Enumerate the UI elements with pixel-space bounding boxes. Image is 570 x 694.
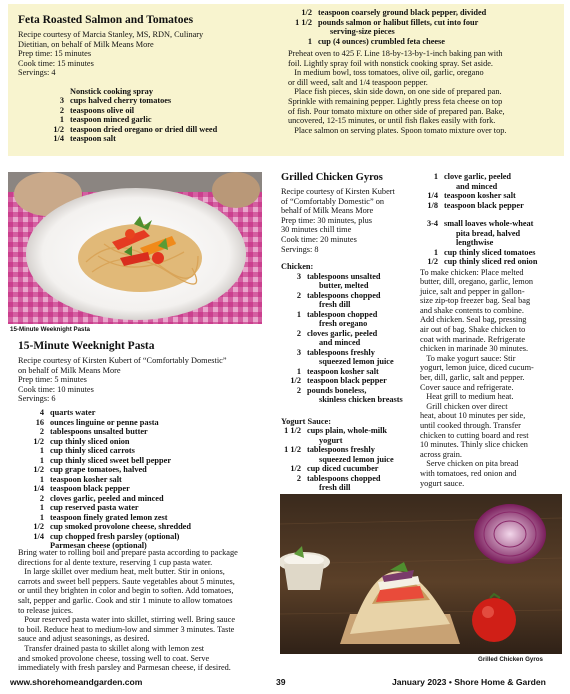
gyros-title: Grilled Chicken Gyros — [281, 172, 383, 183]
ingredient-text: yogurt — [319, 435, 343, 445]
ingredient-text: teaspoon black pepper — [444, 200, 524, 210]
ingredient-row — [420, 219, 564, 229]
ingredient-row — [281, 376, 421, 386]
ingredient-quantity — [18, 87, 70, 97]
direction-line: Heat grill to medium heat. — [420, 392, 514, 402]
ingredient-row — [20, 503, 270, 513]
ingredient-text: lengthwise — [456, 238, 494, 247]
direction-line: and smoked provolone cheese, tossing well to coat. Serve — [18, 653, 210, 663]
ingredient-row — [281, 426, 421, 436]
ingredient-text: teaspoon kosher salt — [307, 366, 379, 376]
gyros-photo-image — [280, 494, 562, 654]
ingredient-row — [20, 532, 270, 542]
ingredient-quantity: 1/2 — [53, 124, 64, 134]
gyros-directions — [420, 268, 564, 489]
ingredient-text: small loaves whole-wheat — [444, 219, 534, 228]
ingredient-row — [281, 300, 421, 310]
salmon-left-column — [18, 14, 278, 144]
salmon-right-column — [288, 8, 556, 135]
ingredient-text: squeezed lemon juice — [319, 454, 394, 464]
direction-line: heat, about 10 minutes per side, — [420, 411, 526, 421]
direction-line: In medium bowl, toss tomatoes, olive oil, garlic, oregano — [288, 68, 484, 78]
gyros-sauce-ingredients-continued — [420, 172, 564, 210]
footer-page-number: 39 — [276, 677, 286, 687]
ingredient-row — [18, 87, 248, 97]
ingredient-text: tablespoons unsalted butter — [50, 427, 148, 436]
ingredient-row — [420, 182, 564, 192]
ingredient-text: cups halved cherry tomatoes — [70, 96, 172, 106]
ingredient-text: cup smoked provolone cheese, shredded — [50, 522, 191, 531]
ingredient-quantity — [281, 338, 307, 348]
direction-line: salt, pepper and garlic. Cook and stir 1 minute to allow tomatoes — [18, 595, 233, 605]
ingredient-row — [420, 201, 564, 211]
ingredient-text: quarts water — [50, 408, 96, 417]
salmon-intro — [18, 30, 278, 78]
intro-line: 30 minutes chill time — [281, 225, 352, 235]
ingredient-row — [20, 418, 270, 428]
ingredient-text: serving-size pieces — [330, 27, 395, 36]
footer-issue: January 2023 • Shore Home & Garden — [392, 677, 546, 687]
ingredient-text: cup reserved pasta water — [50, 503, 139, 512]
ingredient-quantity: 1 — [433, 172, 438, 181]
ingredient-quantity — [281, 300, 307, 310]
ingredient-text: teaspoon black pepper — [307, 376, 387, 386]
ingredient-quantity: 1/4 — [33, 484, 44, 493]
ingredient-text: teaspoon minced garlic — [70, 115, 152, 125]
ingredient-quantity: 2 — [39, 427, 44, 436]
ingredient-quantity: 1 1/2 — [295, 17, 312, 27]
ingredient-row — [281, 386, 421, 396]
ingredient-text: tablespoons unsalted — [307, 271, 381, 281]
ingredient-quantity: 2 — [39, 493, 44, 503]
ingredient-row — [420, 257, 564, 267]
ingredient-text: cup thinly sliced red onion — [444, 257, 538, 266]
direction-line: or until they brighten in color and begin to soften. Add tomatoes, — [18, 586, 234, 596]
direction-line: immediately with fresh parsley and Parmesan cheese, if desired. — [18, 663, 231, 673]
direction-line: Sprinkle with remaining pepper. Lightly press feta cheese on top — [288, 96, 503, 106]
pasta-photo — [8, 172, 262, 324]
ingredient-quantity — [420, 182, 444, 192]
ingredient-text: pita bread, halved — [456, 228, 521, 238]
ingredient-row — [20, 465, 270, 475]
ingredient-row — [20, 408, 270, 418]
ingredient-quantity — [281, 319, 307, 329]
ingredient-row — [20, 456, 270, 466]
gyros-left-column — [281, 172, 421, 493]
direction-line: juice, salt and pepper in gallon- — [420, 286, 525, 296]
pasta-intro — [18, 356, 268, 404]
ingredient-text: fresh dill — [319, 483, 351, 493]
salmon-ingredients — [18, 87, 248, 144]
direction-line: Serve chicken on pita bread — [420, 459, 519, 469]
ingredient-quantity: 1 1/2 — [284, 445, 301, 455]
ingredient-quantity — [420, 229, 444, 239]
ingredient-row — [281, 338, 421, 348]
ingredient-quantity: 1/2 — [427, 257, 438, 266]
ingredient-quantity: 3 — [296, 347, 301, 357]
ingredient-quantity: 1 — [39, 446, 44, 455]
ingredient-row — [288, 18, 556, 28]
ingredient-text: fresh oregano — [319, 319, 368, 329]
ingredient-quantity: 2 — [296, 385, 301, 395]
ingredient-quantity: 1 — [39, 512, 44, 522]
ingredient-text: cup diced cucumber — [307, 464, 379, 474]
ingredient-row — [281, 455, 421, 465]
ingredient-quantity: 1/2 — [301, 8, 312, 17]
ingredient-quantity: 3-4 — [426, 219, 438, 228]
ingredient-text: cup thinly sliced onion — [50, 436, 130, 446]
ingredient-row — [420, 191, 564, 201]
pasta-recipe — [18, 340, 268, 404]
ingredient-text: clove garlic, peeled — [444, 172, 512, 181]
ingredient-quantity: 2 — [59, 105, 64, 115]
ingredient-quantity — [281, 281, 307, 291]
footer-website[interactable]: www.shorehomeandgarden.com — [10, 677, 143, 687]
ingredient-quantity: 1 — [433, 247, 438, 257]
ingredient-quantity: 1/2 — [33, 465, 44, 474]
ingredient-row — [281, 310, 421, 320]
ingredient-text: teaspoon salt — [70, 134, 116, 144]
ingredient-quantity: 3 — [296, 271, 301, 281]
ingredient-row — [18, 106, 248, 116]
direction-line: Add chicken. Seal bag, pressing — [420, 315, 527, 325]
ingredient-text: cup thinly sliced carrots — [50, 446, 135, 455]
ingredient-row — [20, 484, 270, 494]
ingredient-row — [281, 464, 421, 474]
intro-line: Recipe courtesy of Kirsten Kubert — [281, 187, 395, 196]
ingredient-text: skinless chicken breasts — [319, 395, 403, 405]
ingredient-row — [18, 125, 248, 135]
ingredient-quantity: 1/2 — [290, 376, 301, 386]
ingredient-quantity: 1/2 — [290, 464, 301, 474]
ingredient-text: cup thinly sliced sweet bell pepper — [50, 455, 171, 465]
ingredient-row — [20, 522, 270, 532]
gyros-sauce-ingredients — [281, 426, 421, 493]
pasta-directions — [18, 548, 280, 673]
pasta-title: 15-Minute Weeknight Pasta — [18, 340, 155, 352]
intro-line: Cook time: 15 minutes — [18, 58, 94, 68]
ingredient-text: teaspoon kosher salt — [50, 474, 122, 484]
intro-line: behalf of Milk Means More — [281, 206, 374, 216]
pasta-photo-image — [8, 172, 262, 324]
ingredient-quantity — [281, 436, 307, 446]
ingredient-row — [281, 445, 421, 455]
ingredient-text: ounces linguine or penne pasta — [50, 417, 159, 427]
ingredient-quantity — [288, 27, 318, 37]
ingredient-quantity: 1 — [39, 503, 44, 512]
direction-line: Grill chicken over direct — [420, 401, 508, 411]
direction-line: size zip-top freezer bag. Seal bag — [420, 296, 531, 306]
ingredient-row — [281, 329, 421, 339]
direction-line: to release juices. — [18, 605, 74, 615]
direction-line: Place fish pieces, skin side down, on one side of prepared pan. — [288, 87, 502, 97]
direction-line: Pour reserved pasta water into skillet, stirring well. Bring sauce — [18, 615, 236, 625]
ingredient-quantity — [420, 238, 444, 248]
intro-line: Servings: 4 — [18, 68, 56, 78]
ingredient-text: teaspoon black pepper — [50, 484, 130, 493]
ingredient-text: tablespoons chopped — [307, 473, 381, 483]
ingredient-text: cup chopped fresh parsley (optional) — [50, 531, 180, 541]
ingredient-text: tablespoons chopped — [307, 290, 381, 300]
ingredient-quantity: 1 — [39, 455, 44, 465]
direction-line: chicken to cutting board and rest — [420, 430, 529, 440]
gyros-chicken-label: Chicken: — [281, 262, 314, 272]
gyros-sauce-label: Yogurt Sauce: — [281, 416, 332, 426]
intro-line: Cook time: 10 minutes — [18, 384, 94, 394]
ingredient-text: tablespoons freshly — [307, 445, 375, 455]
salmon-title: Feta Roasted Salmon and Tomatoes — [18, 14, 194, 26]
ingredient-text: pounds boneless, — [307, 385, 367, 395]
ingredient-text: tablespoons freshly — [307, 347, 375, 357]
direction-line: sauce and adjust seasonings, as desired. — [18, 634, 150, 644]
ingredient-row — [281, 367, 421, 377]
ingredient-text: squeezed lemon juice — [319, 357, 394, 367]
direction-line: To make chicken: Place melted — [420, 267, 524, 277]
direction-line: coat with marinade. Refrigerate — [420, 334, 526, 344]
ingredient-row — [281, 474, 421, 484]
direction-line: uncovered, 12-15 minutes, or until fish flakes easily with fork. — [288, 116, 496, 126]
direction-line: butter, dill, oregano, garlic, lemon — [420, 277, 534, 287]
ingredient-quantity — [281, 395, 307, 405]
ingredient-quantity: 1/4 — [53, 134, 64, 144]
ingredient-quantity: 1 — [296, 366, 301, 376]
direction-line: Place salmon on serving plates. Spoon tomato mixture over top. — [288, 125, 507, 135]
ingredient-quantity: 1 — [39, 474, 44, 484]
direction-line: ber, dill, garlic, salt and pepper. — [420, 373, 525, 383]
ingredient-row — [18, 134, 248, 144]
ingredient-quantity: 1/8 — [427, 200, 438, 210]
intro-line: Prep time: 5 minutes — [18, 375, 87, 385]
ingredient-row — [288, 8, 556, 18]
ingredient-row — [281, 436, 421, 446]
direction-line: Preheat oven to 425 F. Line 18-by-13-by-1-inch baking pan with — [288, 49, 503, 58]
direction-line: chicken in marinade 30 minutes. — [420, 344, 529, 354]
ingredient-row — [18, 115, 248, 125]
intro-line: of “Comfortably Domestic” on — [281, 196, 384, 206]
intro-line: Dietitian, on behalf of Milk Means More — [18, 39, 154, 49]
ingredient-text: and minced — [456, 181, 498, 191]
direction-line: across grain. — [420, 449, 462, 459]
direction-line: In large skillet over medium heat, melt butter. Stir in onions, — [18, 567, 225, 577]
direction-line: of fish. Pour tomato mixture on other side of prepared pan. Bake, — [288, 106, 505, 116]
direction-line: until cooked through. Transfer — [420, 421, 521, 430]
pasta-photo-caption: 15-Minute Weeknight Pasta — [10, 326, 90, 333]
intro-line: Servings: 6 — [18, 394, 56, 404]
ingredient-row — [420, 229, 564, 239]
intro-line: Cook time: 20 minutes — [281, 234, 357, 244]
direction-line: Bring water to rolling boil and prepare pasta according to package — [18, 548, 238, 557]
ingredient-row — [420, 172, 564, 182]
direction-line: Transfer drained pasta to skillet along with lemon zest — [18, 643, 205, 653]
ingredient-row — [288, 37, 556, 47]
ingredient-text: teaspoons olive oil — [70, 105, 135, 115]
ingredient-row — [420, 238, 564, 248]
ingredient-text: Parmesan cheese (optional) — [50, 541, 147, 550]
ingredient-quantity: 2 — [296, 290, 301, 300]
ingredient-text: and minced — [319, 338, 361, 348]
ingredient-text: teaspoon coarsely ground black pepper, divided — [318, 8, 487, 17]
direction-line: yogurt, lemon juice, diced cucum- — [420, 363, 534, 373]
ingredient-row — [281, 291, 421, 301]
ingredient-text: cup grape tomatoes, halved — [50, 465, 147, 474]
ingredient-text: Nonstick cooking spray — [70, 86, 153, 96]
ingredient-text: cloves garlic, peeled and minced — [50, 493, 164, 503]
direction-line: Cover sauce and refrigerate. — [420, 382, 514, 392]
ingredient-row — [20, 427, 270, 437]
ingredient-text: fresh dill — [319, 300, 351, 310]
direction-line: To make yogurt sauce: Stir — [420, 353, 516, 363]
ingredient-row — [281, 319, 421, 329]
ingredient-row — [20, 513, 270, 523]
intro-line: Recipe courtesy of Marcia Stanley, MS, RDN, Culinary — [18, 30, 204, 39]
ingredient-row — [281, 272, 421, 282]
ingredient-text: tablespoon chopped — [307, 309, 378, 319]
gyros-intro — [281, 187, 421, 254]
ingredient-quantity: 1/4 — [33, 531, 44, 541]
direction-line: yogurt sauce. — [420, 478, 465, 488]
ingredient-quantity — [281, 483, 307, 493]
ingredient-text: teaspoon kosher salt — [444, 191, 516, 200]
gyros-photo-caption: Grilled Chicken Gyros — [478, 656, 543, 663]
direction-line: carrots and sweet bell peppers. Saute vegetables about 5 minutes, — [18, 576, 235, 586]
direction-line: with tomatoes, red onion and — [420, 468, 517, 478]
direction-line: directions for al dente texture, reserving 1 cup pasta water. — [18, 557, 213, 567]
ingredient-quantity: 1 — [296, 309, 301, 319]
ingredient-quantity: 1/4 — [427, 191, 438, 200]
ingredient-row — [420, 248, 564, 258]
ingredient-text: teaspoon finely grated lemon zest — [50, 512, 168, 522]
ingredient-text: pounds salmon or halibut fillets, cut into four — [318, 17, 479, 27]
ingredient-text: teaspoon dried oregano or dried dill weed — [70, 124, 218, 134]
direction-line: to boil. Reduce heat to medium-low and simmer 3 minutes. Taste — [18, 624, 235, 634]
ingredient-text: butter, melted — [319, 281, 369, 291]
gyros-chicken-ingredients — [281, 272, 421, 405]
gyros-serving-ingredients — [420, 219, 564, 267]
ingredient-quantity: 1/2 — [33, 436, 44, 446]
gyros-photo — [280, 494, 562, 654]
direction-line: foil. Lightly spray foil with nonstick cooking spray. Set aside. — [288, 58, 494, 68]
intro-line: Prep time: 15 minutes — [18, 49, 92, 59]
direction-line: air out of bag. Shake chicken to — [420, 325, 526, 335]
intro-line: on behalf of Milk Means More — [18, 365, 121, 375]
salmon-ingredients-continued — [288, 8, 556, 46]
ingredient-quantity: 2 — [296, 473, 301, 483]
ingredient-row — [20, 446, 270, 456]
ingredient-row — [18, 96, 248, 106]
ingredient-text: cup thinly sliced tomatoes — [444, 247, 536, 257]
gyros-right-column — [420, 172, 564, 488]
ingredient-row — [20, 494, 270, 504]
ingredient-quantity: 1 — [59, 115, 64, 125]
ingredient-quantity: 1/2 — [33, 522, 44, 531]
ingredient-text: cup (4 ounces) crumbled feta cheese — [318, 36, 445, 46]
ingredient-row — [281, 483, 421, 493]
direction-line: or dill weed, salt and 1/4 teaspoon pepper. — [288, 77, 428, 87]
ingredient-quantity: 4 — [39, 408, 44, 417]
salmon-directions — [288, 49, 556, 135]
ingredient-row — [20, 475, 270, 485]
ingredient-row — [20, 437, 270, 447]
ingredient-quantity: 2 — [296, 328, 301, 338]
ingredient-quantity: 1 1/2 — [284, 426, 301, 436]
intro-line: Recipe courtesy of Kirsten Kubert of “Comfortably Domestic” — [18, 356, 227, 365]
ingredient-quantity: 3 — [59, 96, 64, 106]
ingredient-text: cups plain, whole-milk — [307, 426, 387, 436]
intro-line: Servings: 8 — [281, 244, 319, 254]
direction-line: and shake contents to combine. — [420, 305, 524, 315]
direction-line: 10 minutes. Thinly slice chicken — [420, 440, 528, 450]
ingredient-text: cloves garlic, peeled — [307, 328, 378, 338]
ingredient-row — [281, 281, 421, 291]
ingredient-quantity — [281, 357, 307, 367]
ingredient-row — [281, 348, 421, 358]
ingredient-row — [281, 357, 421, 367]
ingredient-row — [288, 27, 556, 37]
ingredient-quantity: 1 — [307, 36, 312, 46]
intro-line: Prep time: 30 minutes, plus — [281, 215, 373, 225]
ingredient-row — [281, 395, 421, 405]
ingredient-quantity: 16 — [35, 417, 44, 427]
ingredient-quantity — [281, 455, 307, 465]
pasta-ingredients — [20, 408, 270, 551]
